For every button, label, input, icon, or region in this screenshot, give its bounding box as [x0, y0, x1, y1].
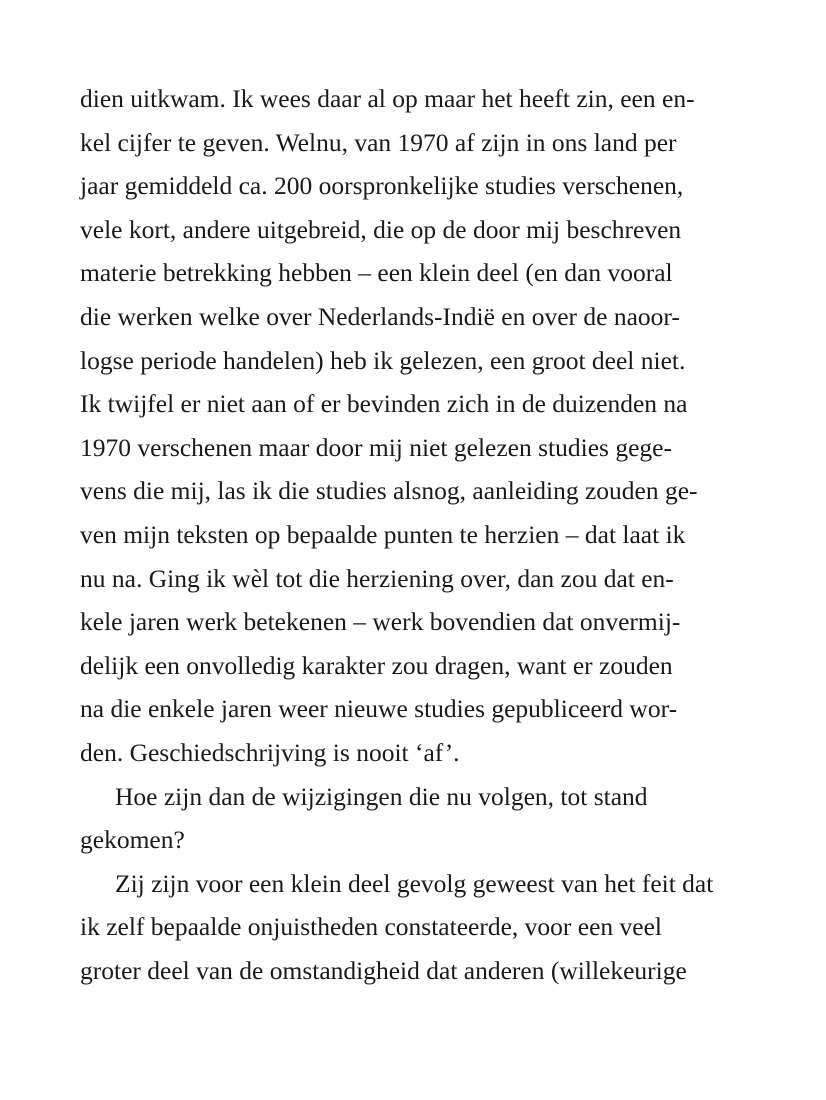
text-line: materie betrekking hebben – een klein deel (en dan vooral	[80, 258, 673, 288]
text-line: Ik twijfel er niet aan of er bevinden zich in de duizenden na	[80, 389, 688, 419]
text-line: groter deel van de omstandigheid dat anderen (willekeurige	[80, 955, 687, 985]
text-line: ik zelf bepaalde onjuistheden constateerde, voor een veel	[80, 912, 662, 942]
text-line: den. Geschiedschrijving is nooit ‘af’.	[80, 737, 460, 767]
text-line: jaar gemiddeld ca. 200 oorspronkelijke studies verschenen,	[80, 171, 684, 201]
paragraph-first-line: Zij zijn voor een klein deel gevolg geweest van het feit dat	[115, 868, 714, 898]
text-line: kele jaren werk betekenen – werk bovendien dat onvermij-	[80, 607, 681, 637]
text-line: logse periode handelen) heb ik gelezen, een groot deel niet.	[80, 345, 686, 375]
text-line: gekomen?	[80, 825, 185, 855]
text-line: na die enkele jaren weer nieuwe studies gepubliceerd wor-	[80, 694, 678, 724]
paragraph-first-line: Hoe zijn dan de wijzigingen die nu volgen, tot stand	[115, 781, 648, 811]
text-line: delijk een onvolledig karakter zou dragen, want er zouden	[80, 650, 673, 680]
text-line: 1970 verschenen maar door mij niet gelezen studies gege-	[80, 432, 672, 462]
text-line: die werken welke over Nederlands-Indië en over de naoor-	[80, 301, 680, 331]
document-page	[80, 77, 750, 992]
text-line: dien uitkwam. Ik wees daar al op maar het heeft zin, een en-	[80, 84, 695, 113]
text-line: kel cijfer te geven. Welnu, van 1970 af zijn in ons land per	[80, 127, 677, 157]
text-line: nu na. Ging ik wèl tot die herziening over, dan zou dat en-	[80, 563, 674, 593]
text-line: vele kort, andere uitgebreid, die op de door mij beschreven	[80, 214, 682, 244]
text-line: ven mijn teksten op bepaalde punten te herzien – dat laat ik	[80, 519, 686, 549]
text-line: vens die mij, las ik die studies alsnog, aanleiding zouden ge-	[80, 476, 698, 506]
